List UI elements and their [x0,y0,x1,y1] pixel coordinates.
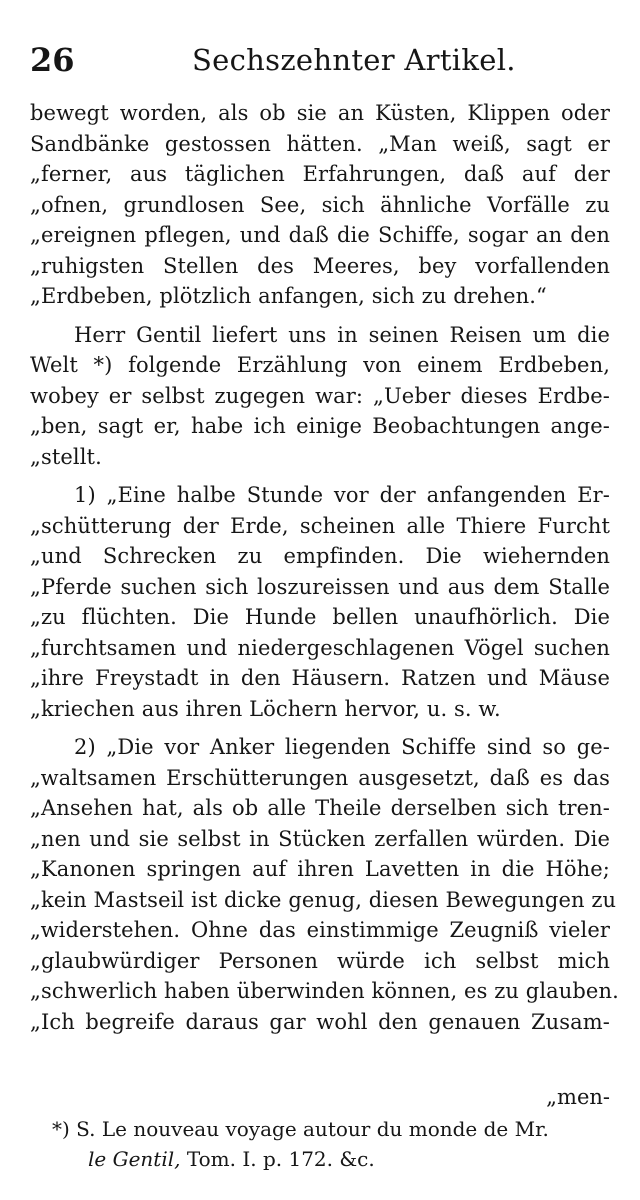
text-line: 1) „Eine halbe Stunde vor der anfangenden Er- [74,483,610,507]
text-line: Sandbänke gestossen hätten. „Man weiß, sagt er [30,131,610,156]
text-line: „und Schrecken zu empfinden. Die wiehernden [30,544,610,568]
text-line: „waltsamen Erschütterungen ausgesetzt, daß es das [30,765,610,790]
text-line: „Erdbeben, plötzlich anfangen, sich zu drehen.“ [30,284,547,308]
footnote-marker: *) [52,1117,70,1141]
text-line: „zu flüchten. Die Hunde bellen unaufhörlich. Die [30,605,610,629]
text-line: „Pferde suchen sich loszureissen und aus dem Stalle [30,574,610,599]
text-line: „schwerlich haben überwinden können, es zu glauben. [30,979,619,1003]
text-line: 2) „Die vor Anker liegenden Schiffe sind so ge- [74,735,610,759]
page-header [30,40,610,84]
text-line: „Ich begreife daraus gar wohl den genauen Zusam- [30,1009,610,1034]
text-line: „schütterung der Erde, scheinen alle Thiere Furcht [30,513,610,538]
running-head: Sechszehnter Artikel. [192,43,516,77]
paragraph-gap [30,472,610,480]
text-line: „Kanonen springen auf ihren Lavetten in die Höhe; [30,857,610,881]
text-line: „ofnen, grundlosen See, sich ähnliche Vorfälle zu [30,192,610,217]
text-line: „ihre Freystadt in den Häusern. Ratzen und Mäuse [30,666,610,690]
footnote [52,1114,612,1174]
footnote-author: le Gentil, [88,1147,181,1171]
text-line: „kein Mastseil ist dicke genug, diesen Bewegungen zu [30,887,617,912]
text-line: „ben, sagt er, habe ich einige Beobachtungen ange- [30,414,610,438]
text-line: wobey er selbst zugegen war: „Ueber dieses Erdbe- [30,383,610,408]
text-line: „kriechen aus ihren Löchern hervor, u. s. w. [30,696,501,721]
text-line: bewegt worden, als ob sie an Küsten, Klippen oder [30,101,610,125]
footnote-text: S. Le nouveau voyage autour du monde de Mr. [76,1117,549,1141]
text-line: Herr Gentil liefert uns in seinen Reisen um die [74,322,610,347]
text-line: „stellt. [30,444,102,469]
text-line: „ereignen pflegen, und daß die Schiffe, sogar an den [30,223,610,247]
catchword: „men- [546,1085,610,1109]
text-line: „widerstehen. Ohne das einstimmige Zeugniß vieler [30,918,610,942]
footnote-line [52,1114,612,1144]
text-line: „ferner, aus täglichen Erfahrungen, daß auf der [30,162,610,186]
text-line: „nen und sie selbst in Stücken zerfallen würden. Die [30,826,610,851]
text-line: „ruhigsten Stellen des Meeres, bey vorfallenden [30,253,610,278]
text-line: Welt *) folgende Erzählung von einem Erdbeben, [30,353,610,377]
footnote-line [52,1144,612,1174]
footnote-reference: Tom. I. p. 172. &c. [180,1147,375,1171]
page-number: 26 [30,41,75,79]
text-line: „Ansehen hat, als ob alle Theile derselben sich tren- [30,796,610,820]
paragraph-gap [30,724,610,732]
body-text [30,98,619,1037]
paragraph-gap [30,312,610,320]
text-line: „furchtsamen und niedergeschlagenen Vögel suchen [30,635,610,660]
text-line: „glaubwürdiger Personen würde ich selbst mich [30,948,610,973]
